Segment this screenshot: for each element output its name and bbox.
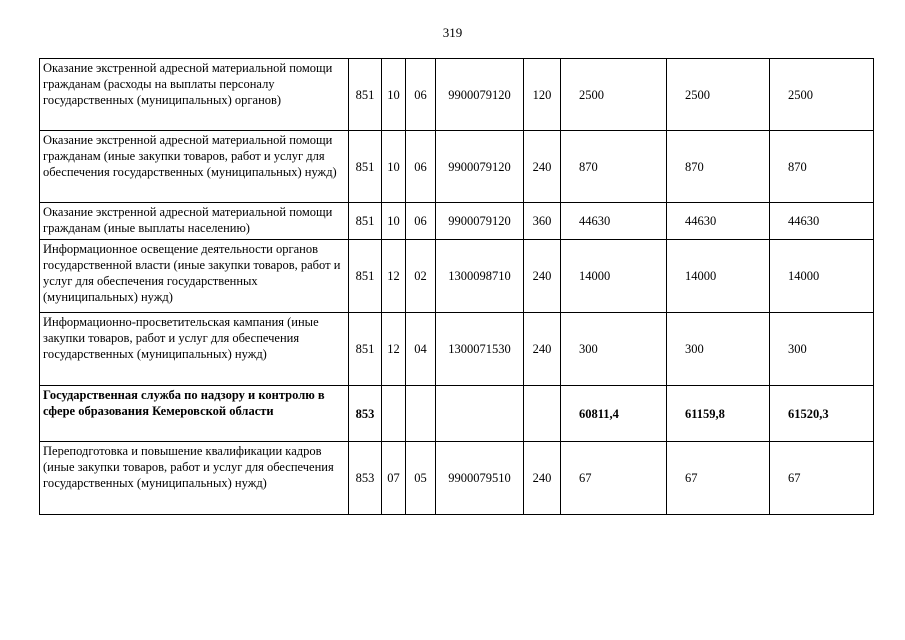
ministry-code: 851: [349, 59, 382, 131]
section-code: 10: [382, 59, 406, 131]
expense-type-code: 240: [524, 240, 561, 313]
subsection-code: 06: [406, 59, 436, 131]
amount-year-1: 870: [561, 131, 667, 203]
budget-table: [39, 58, 874, 515]
amount-year-3: 61520,3: [770, 386, 874, 442]
section-code: [382, 386, 406, 442]
section-code: 10: [382, 131, 406, 203]
table-row: [40, 442, 874, 515]
row-name: Оказание экстренной адресной материальной помощи гражданам (иные выплаты населению): [40, 203, 349, 240]
row-name: Информационное освещение деятельности органов государственной власти (иные закупки товаров, работ и услуг для обеспечения государственных (муниципальных) нужд): [40, 240, 349, 313]
row-name: Оказание экстренной адресной материальной помощи гражданам (расходы на выплаты персоналу государственных (муниципальных) органов): [40, 59, 349, 131]
amount-year-2: 2500: [667, 59, 770, 131]
subsection-code: 04: [406, 313, 436, 386]
target-article-code: 9900079120: [436, 59, 524, 131]
section-code: 12: [382, 240, 406, 313]
amount-year-1: 14000: [561, 240, 667, 313]
amount-year-3: 300: [770, 313, 874, 386]
amount-year-1: 44630: [561, 203, 667, 240]
section-code: 12: [382, 313, 406, 386]
row-name: Государственная служба по надзору и контролю в сфере образования Кемеровской области: [40, 386, 349, 442]
ministry-code: 851: [349, 240, 382, 313]
amount-year-1: 300: [561, 313, 667, 386]
amount-year-3: 2500: [770, 59, 874, 131]
row-name: Оказание экстренной адресной материальной помощи гражданам (иные закупки товаров, работ и услуг для обеспечения государственных (муниципальных) нужд): [40, 131, 349, 203]
table-row: [40, 59, 874, 131]
subsection-code: 05: [406, 442, 436, 515]
target-article-code: 1300098710: [436, 240, 524, 313]
amount-year-2: 44630: [667, 203, 770, 240]
row-name: Переподготовка и повышение квалификации кадров (иные закупки товаров, работ и услуг для обеспечения государственных (муниципальных) нужд): [40, 442, 349, 515]
amount-year-2: 14000: [667, 240, 770, 313]
section-code: 07: [382, 442, 406, 515]
amount-year-2: 870: [667, 131, 770, 203]
amount-year-3: 14000: [770, 240, 874, 313]
expense-type-code: 240: [524, 313, 561, 386]
amount-year-2: 61159,8: [667, 386, 770, 442]
subsection-code: [406, 386, 436, 442]
row-name: Информационно-просветительская кампания (иные закупки товаров, работ и услуг для обеспечения государственных (муниципальных) нужд): [40, 313, 349, 386]
table-row: [40, 313, 874, 386]
amount-year-1: 60811,4: [561, 386, 667, 442]
subsection-code: 06: [406, 203, 436, 240]
ministry-code: 851: [349, 313, 382, 386]
target-article-code: 1300071530: [436, 313, 524, 386]
table-row: [40, 386, 874, 442]
amount-year-1: 2500: [561, 59, 667, 131]
expense-type-code: [524, 386, 561, 442]
target-article-code: 9900079120: [436, 203, 524, 240]
ministry-code: 853: [349, 442, 382, 515]
subsection-code: 06: [406, 131, 436, 203]
ministry-code: 853: [349, 386, 382, 442]
target-article-code: [436, 386, 524, 442]
expense-type-code: 360: [524, 203, 561, 240]
page-number: 319: [442, 25, 463, 40]
amount-year-3: 44630: [770, 203, 874, 240]
amount-year-2: 67: [667, 442, 770, 515]
amount-year-3: 870: [770, 131, 874, 203]
section-code: 10: [382, 203, 406, 240]
amount-year-3: 67: [770, 442, 874, 515]
expense-type-code: 240: [524, 131, 561, 203]
expense-type-code: 120: [524, 59, 561, 131]
target-article-code: 9900079510: [436, 442, 524, 515]
table-row: [40, 240, 874, 313]
target-article-code: 9900079120: [436, 131, 524, 203]
subsection-code: 02: [406, 240, 436, 313]
table-row: [40, 203, 874, 240]
table-row: [40, 131, 874, 203]
amount-year-1: 67: [561, 442, 667, 515]
ministry-code: 851: [349, 203, 382, 240]
expense-type-code: 240: [524, 442, 561, 515]
ministry-code: 851: [349, 131, 382, 203]
amount-year-2: 300: [667, 313, 770, 386]
